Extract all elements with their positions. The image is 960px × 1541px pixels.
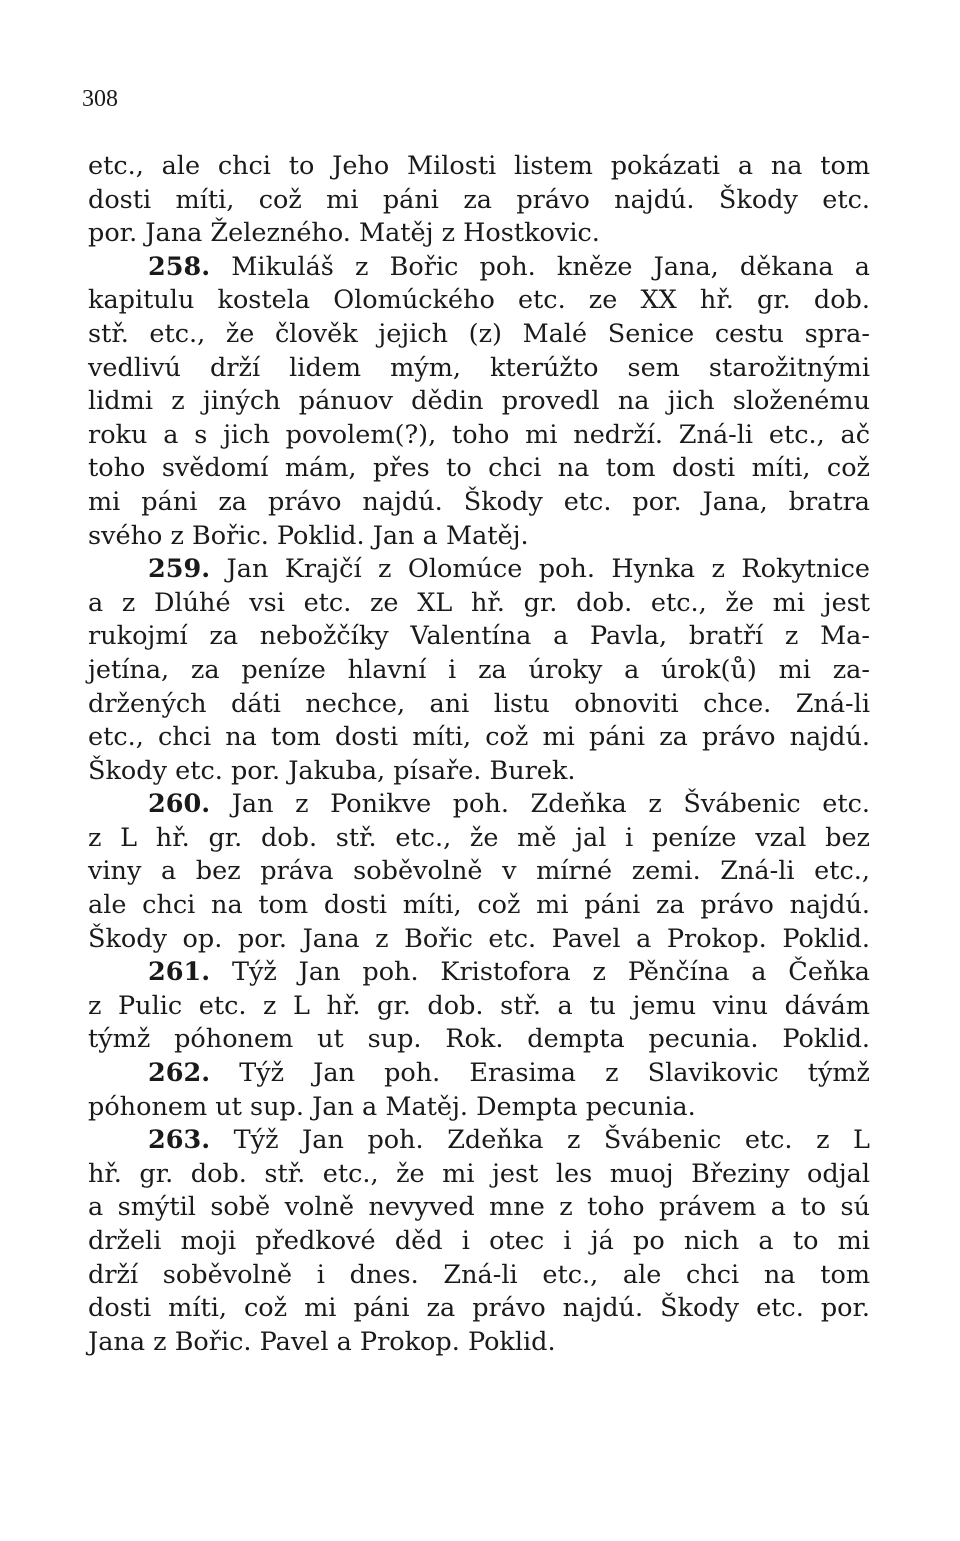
line-text: drželi moji předkové děd i otec i já po nich a to mi	[88, 1226, 870, 1256]
text-line	[88, 1091, 870, 1125]
text-line	[88, 1259, 870, 1293]
line-text: etc., ale chci to Jeho Milosti listem pokázati a na tom	[88, 151, 870, 181]
line-text: mi páni za právo najdú. Škody etc. por. Jana, bratra	[88, 486, 870, 517]
text-line	[88, 553, 870, 587]
text-line	[88, 452, 870, 486]
text-line	[88, 1057, 870, 1091]
line-text: hř. gr. dob. stř. etc., že mi jest les muoj Březiny odjal	[88, 1158, 870, 1189]
text-line	[88, 1124, 870, 1158]
text-line	[88, 318, 870, 352]
text-line	[88, 251, 870, 285]
text-line	[88, 755, 870, 789]
line-text: Jan z Ponikve poh. Zdeňka z Švábenic etc.	[231, 789, 870, 820]
line-text: lidmi z jiných pánuov dědin provedl na jich složenému	[88, 386, 870, 417]
line-text: z Pulic etc. z L hř. gr. dob. stř. a tu jemu vinu dávám	[88, 990, 870, 1021]
text-line	[88, 1326, 870, 1360]
text-line	[88, 385, 870, 419]
line-text: drží soběvolně i dnes. Zná-li etc., ale chci na tom	[88, 1259, 870, 1290]
text-line	[88, 688, 870, 722]
line-text: por. Jana Železného. Matěj z Hostkovic.	[88, 218, 600, 249]
text-line	[88, 217, 870, 251]
line-text: jetína, za peníze hlavní i za úroky a úrok(ů) mi za-	[88, 654, 870, 685]
text-line	[88, 352, 870, 386]
line-text: stř. etc., že člověk jejich (z) Malé Senice cestu spra-	[88, 318, 870, 349]
line-text: dosti míti, což mi páni za právo najdú. Škody etc.	[88, 184, 870, 215]
line-text: kapitulu kostela Olomúckého etc. ze XX hř. gr. dob.	[88, 285, 870, 316]
line-text: rukojmí za nebožčíky Valentína a Pavla, bratří z Ma-	[88, 621, 870, 652]
entry-number: 258.	[148, 251, 211, 282]
text-line	[88, 1158, 870, 1192]
text-line	[88, 1292, 870, 1326]
page-number: 308	[82, 86, 118, 112]
line-text: ale chci na tom dosti míti, což mi páni za právo najdú.	[88, 890, 870, 921]
line-text: z L hř. gr. dob. stř. etc., že mě jal i peníze vzal bez	[88, 822, 870, 853]
line-text: toho svědomí mám, přes to chci na tom dosti míti, což	[88, 453, 870, 484]
text-line	[88, 419, 870, 453]
entry-number: 261.	[148, 957, 211, 988]
text-line	[88, 284, 870, 318]
text-line	[88, 587, 870, 621]
line-text: týmž póhonem ut sup. Rok. dempta pecunia. Poklid.	[88, 1024, 870, 1055]
text-line	[88, 1023, 870, 1057]
line-text: Týž Jan poh. Erasima z Slavikovic týmž	[239, 1058, 870, 1089]
text-line	[88, 788, 870, 822]
line-text: a smýtil sobě volně nevyved mne z toho právem a to sú	[88, 1192, 870, 1223]
text-line	[88, 520, 870, 554]
entry-number: 259.	[148, 554, 211, 585]
text-line	[88, 1191, 870, 1225]
line-text: Jana z Bořic. Pavel a Prokop. Poklid.	[88, 1326, 556, 1357]
line-text: póhonem ut sup. Jan a Matěj. Dempta pecunia.	[88, 1091, 696, 1122]
text-line	[88, 923, 870, 957]
entry-number: 263.	[148, 1125, 211, 1156]
line-text: Mikuláš z Bořic poh. kněze Jana, děkana a	[231, 251, 871, 282]
text-line	[88, 889, 870, 923]
text-line	[88, 855, 870, 889]
text-line	[88, 956, 870, 990]
line-text: vedlivú drží lidem mým, kterúžto sem starožitnými	[88, 352, 870, 383]
line-text: Týž Jan poh. Zdeňka z Švábenic etc. z L	[233, 1125, 870, 1156]
text-line	[88, 486, 870, 520]
line-text: držených dáti nechce, ani listu obnoviti chce. Zná-li	[88, 688, 870, 719]
entry-number: 262.	[148, 1058, 211, 1089]
text-line	[88, 150, 870, 184]
text-line	[88, 184, 870, 218]
line-text: svého z Bořic. Poklid. Jan a Matěj.	[88, 520, 529, 551]
line-text: Škody etc. por. Jakuba, písaře. Burek.	[88, 755, 576, 786]
text-line	[88, 1225, 870, 1259]
line-text: viny a bez práva soběvolně v mírné zemi. Zná-li etc.,	[88, 856, 870, 887]
line-text: etc., chci na tom dosti míti, což mi páni za právo najdú.	[88, 722, 870, 753]
line-text: roku a s jich povolem(?), toho mi nedrží. Zná-li etc., ač	[88, 419, 870, 450]
text-line	[88, 654, 870, 688]
line-text: dosti míti, což mi páni za právo najdú. Škody etc. por.	[88, 1293, 870, 1324]
text-line	[88, 822, 870, 856]
line-text: Jan Krajčí z Olomúce poh. Hynka z Rokytnice	[226, 554, 870, 585]
line-text: a z Dlúhé vsi etc. ze XL hř. gr. dob. etc., že mi jest	[88, 587, 870, 618]
line-text: Škody op. por. Jana z Bořic etc. Pavel a Prokop. Poklid.	[88, 923, 870, 954]
body-text	[88, 150, 870, 1359]
entry-number: 260.	[148, 789, 211, 820]
line-text: Týž Jan poh. Kristofora z Pěnčína a Čeňka	[231, 957, 870, 988]
text-line	[88, 721, 870, 755]
text-line	[88, 990, 870, 1024]
text-line	[88, 620, 870, 654]
